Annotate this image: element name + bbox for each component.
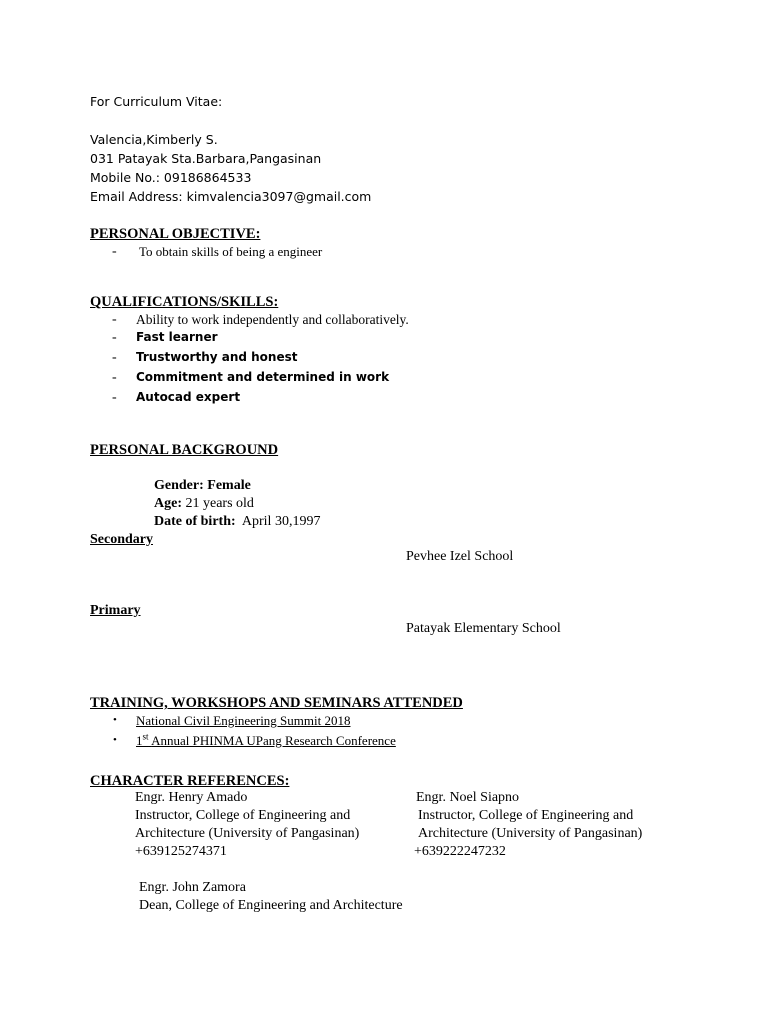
gender-field: Gender: Female	[154, 478, 251, 493]
dob-value: April 30,1997	[241, 514, 321, 529]
skill-item	[0, 351, 768, 367]
applicant-address: 031 Patayak Sta.Barbara,Pangasinan	[90, 151, 322, 166]
cv-intro: For Curriculum Vitae:	[90, 94, 223, 109]
skill-item	[0, 313, 768, 329]
skill-text: Autocad expert	[136, 390, 241, 404]
age-value: 21 years old	[185, 496, 254, 511]
references-heading: CHARACTER REFERENCES:	[90, 773, 290, 789]
reference-phone: +639125274371	[135, 844, 227, 859]
primary-label: Primary	[90, 603, 141, 618]
skill-item	[0, 331, 768, 347]
skill-item	[0, 391, 768, 407]
reference-name: Engr. Noel Siapno	[416, 790, 520, 805]
applicant-mobile: Mobile No.: 09186864533	[90, 170, 252, 185]
ordinal-suffix: st	[142, 731, 149, 742]
reference-name: Engr. John Zamora	[139, 880, 246, 895]
secondary-school: Pevhee Izel School	[406, 549, 514, 564]
ordinal-number: 1	[136, 733, 143, 748]
training-text: Annual PHINMA UPang Research Conference	[151, 733, 396, 748]
dob-field	[154, 515, 320, 529]
skill-item	[0, 371, 768, 387]
skills-heading: QUALIFICATIONS/SKILLS:	[90, 294, 279, 310]
training-item	[0, 731, 768, 750]
training-text-2	[136, 731, 396, 748]
bullet-marker: •	[113, 734, 117, 746]
background-heading: PERSONAL BACKGROUND	[90, 442, 279, 458]
dash-marker: -	[112, 330, 117, 345]
secondary-label: Secondary	[90, 532, 153, 547]
reference-phone: +639222247232	[414, 844, 506, 859]
objective-item	[0, 245, 768, 261]
reference-title: Instructor, College of Engineering and	[135, 808, 351, 823]
applicant-name: Valencia,Kimberly S.	[90, 132, 218, 147]
dash-marker: -	[112, 244, 117, 259]
skill-text: Ability to work independently and collaboratively.	[136, 312, 409, 327]
objective-heading: PERSONAL OBJECTIVE:	[90, 226, 261, 242]
reference-title: Instructor, College of Engineering and	[418, 808, 634, 823]
reference-title: Architecture (University of Pangasinan)	[135, 826, 360, 841]
reference-title: Architecture (University of Pangasinan)	[418, 826, 643, 841]
training-text: National Civil Engineering Summit 2018	[136, 713, 351, 728]
age-field	[154, 497, 254, 511]
dash-marker: -	[112, 370, 117, 385]
age-label: Age:	[154, 496, 182, 511]
reference-name: Engr. Henry Amado	[135, 790, 248, 805]
reference-title: Dean, College of Engineering and Architecture	[139, 898, 403, 913]
dash-marker: -	[112, 350, 117, 365]
applicant-email: Email Address: kimvalencia3097@gmail.com	[90, 189, 372, 204]
dob-label: Date of birth:	[154, 514, 236, 529]
dash-marker: -	[112, 312, 117, 327]
skill-text: Trustworthy and honest	[136, 350, 298, 364]
skill-text: Commitment and determined in work	[136, 370, 390, 384]
training-item	[0, 714, 768, 730]
bullet-marker: •	[113, 714, 117, 726]
dash-marker: -	[112, 390, 117, 405]
skill-text: Fast learner	[136, 330, 218, 344]
primary-school: Patayak Elementary School	[406, 621, 561, 636]
training-heading: TRAINING, WORKSHOPS AND SEMINARS ATTENDED	[90, 695, 463, 711]
objective-text: To obtain skills of being a engineer	[139, 244, 323, 259]
